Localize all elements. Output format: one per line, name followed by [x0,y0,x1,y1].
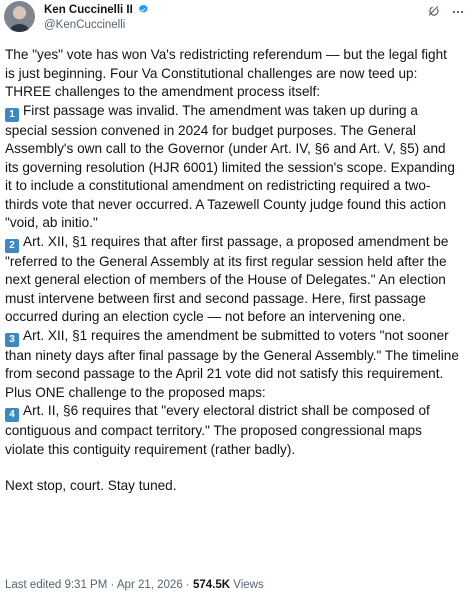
keycap-3-icon: 3 [5,333,19,347]
author-avatar[interactable] [4,1,35,32]
more-icon[interactable] [451,5,465,19]
header-actions [427,4,465,20]
post-closing: Next stop, court. Stay tuned. [5,478,177,493]
challenge-text: First passage was invalid. The amendment was taken up during a special session convened in 2024 for budget purposes. The General Assembly's own call to the Governor (under Art. IV, §6 and Art. V, §5) and its governing resolution (HJR 6001) limited the session's scope. Expanding it to include a constitutional amendment on redistricting required a two-thirds vote that never occurred. A Tazewell County judge found this action "void, ab initio." [5,102,455,230]
post-header [0,0,465,40]
challenge-item [5,327,460,384]
views-label: Views [230,579,264,591]
author-display-name[interactable]: Ken Cuccinelli II [44,4,133,16]
grok-icon[interactable] [427,5,441,19]
section-heading-maps: Plus ONE challenge to the proposed maps: [5,384,266,400]
challenge-text: Art. XII, §1 requires the amendment be submitted to voters "not sooner than ninety days after final passage by the General Assembly." The timeline from second passage to the April 21 vote did not satisfy this requirement. [5,327,459,381]
keycap-1-icon: 1 [5,108,19,122]
author-handle[interactable]: @KenCuccinelli [44,19,126,31]
challenge-item [5,102,460,233]
post-body [5,46,460,496]
post-meta [5,578,264,592]
challenge-item [5,233,460,327]
verified-badge-icon [137,4,149,16]
map-challenge-item [5,402,460,459]
paragraph-gap [5,459,460,477]
challenge-text: Art. XII, §1 requires that after first passage, a proposed amendment be "referred to the General Assembly at its first regular session held after the next general election of members of the House of Delegates." An election must intervene between first and second passage. Here, first passage occurred during an election cycle — not before an intervening one. [5,233,449,324]
edited-timestamp[interactable]: Last edited 9:31 PM · Apr 21, 2026 · [5,579,193,591]
views-count: 574.5K [192,579,231,591]
keycap-4-icon: 4 [5,408,19,422]
map-challenge-text: Art. II, §6 requires that "every electoral district shall be composed of contiguous and compact territory." The proposed congressional maps violate this contiguity requirement (rather badly). [5,403,430,457]
post-intro: The "yes" vote has won Va's redistricting referendum — but the legal fight is just beginning. Four Va Constitutional challenges are now teed up: [5,47,447,81]
keycap-2-icon: 2 [5,239,19,253]
author-name-row [44,3,149,17]
section-heading-process: THREE challenges to the amendment process itself: [5,84,321,99]
